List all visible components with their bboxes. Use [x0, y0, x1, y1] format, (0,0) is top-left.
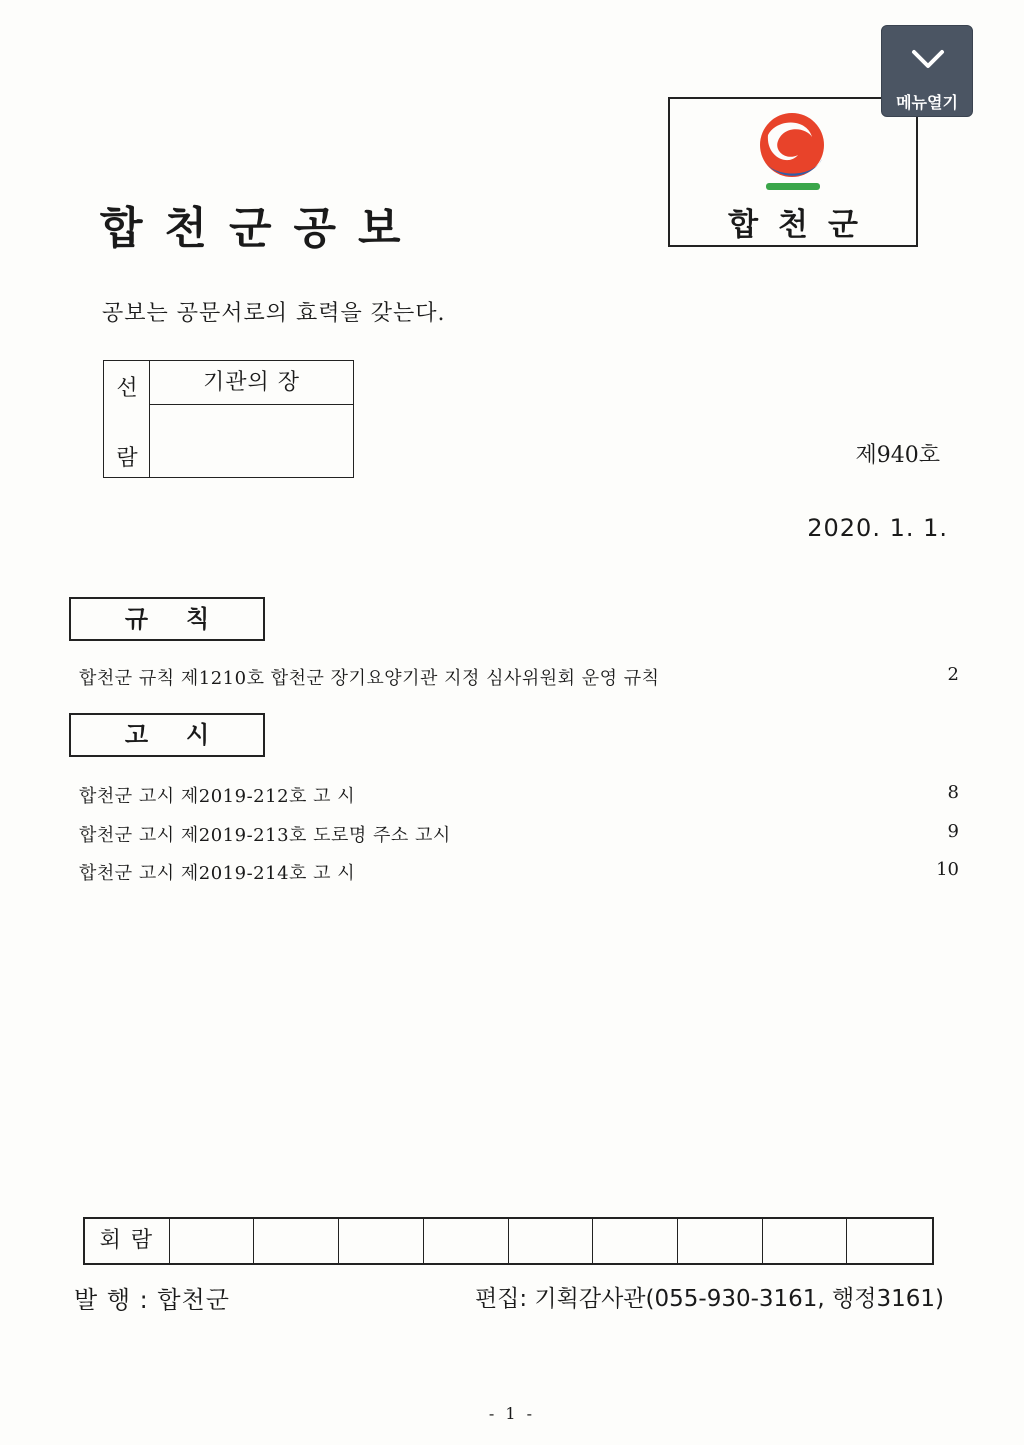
toc-entry-title: 합천군 고시 제2019-213호 도로명 주소 고시 [79, 825, 451, 846]
toc-entry-page: 9 [947, 821, 959, 842]
circulation-cell [254, 1219, 339, 1263]
section-heading-rules: 규칙 [69, 597, 265, 641]
approval-char-2: 람 [116, 446, 138, 471]
toc-entry-page: 2 [947, 664, 959, 685]
menu-open-label: 메뉴열기 [896, 93, 958, 112]
publisher: 발 행 : 합천군 [74, 1286, 230, 1314]
issue-number: 제940호 [855, 443, 940, 468]
gazette-notice: 공보는 공문서로의 효력을 갖는다. [102, 301, 446, 326]
circulation-cell [763, 1219, 848, 1263]
toc-entry-page: 10 [936, 859, 959, 880]
circulation-cell [339, 1219, 424, 1263]
county-logo-box [668, 97, 918, 247]
page-number: - 1 - [488, 1404, 536, 1423]
issue-date: 2020. 1. 1. [807, 514, 948, 542]
logo-text: 합천군 [728, 207, 878, 243]
toc-entry[interactable] [79, 821, 959, 847]
toc-entry-page: 8 [947, 782, 959, 803]
circulation-table [83, 1217, 934, 1265]
county-emblem-icon [754, 111, 834, 197]
circulation-cell [424, 1219, 509, 1263]
toc-entry[interactable] [79, 782, 959, 808]
toc-entry-title: 합천군 고시 제2019-214호 고 시 [79, 863, 356, 884]
approval-head-label: 기관의 장 [150, 361, 353, 405]
menu-open-button[interactable] [881, 25, 973, 117]
chevron-down-icon [911, 48, 945, 72]
circulation-cell [593, 1219, 678, 1263]
toc-entry[interactable] [79, 859, 959, 885]
page-title: 합천군공보 [100, 203, 423, 254]
circulation-label: 회람 [85, 1219, 170, 1263]
section-heading-notices: 고시 [69, 713, 265, 757]
circulation-cell [678, 1219, 763, 1263]
toc-entry-title: 합천군 규칙 제1210호 합천군 장기요양기관 지정 심사위원회 운영 규칙 [79, 668, 660, 689]
toc-entry[interactable] [79, 664, 959, 690]
approval-box [103, 360, 354, 478]
circulation-cell [847, 1219, 932, 1263]
approval-char-1: 선 [116, 376, 138, 401]
circulation-cell [170, 1219, 255, 1263]
circulation-cell [509, 1219, 594, 1263]
toc-entry-title: 합천군 고시 제2019-212호 고 시 [79, 786, 356, 807]
editor-contact: 편집: 기획감사관(055-930-3161, 행정3161) [474, 1286, 944, 1312]
approval-label-column [104, 361, 150, 477]
